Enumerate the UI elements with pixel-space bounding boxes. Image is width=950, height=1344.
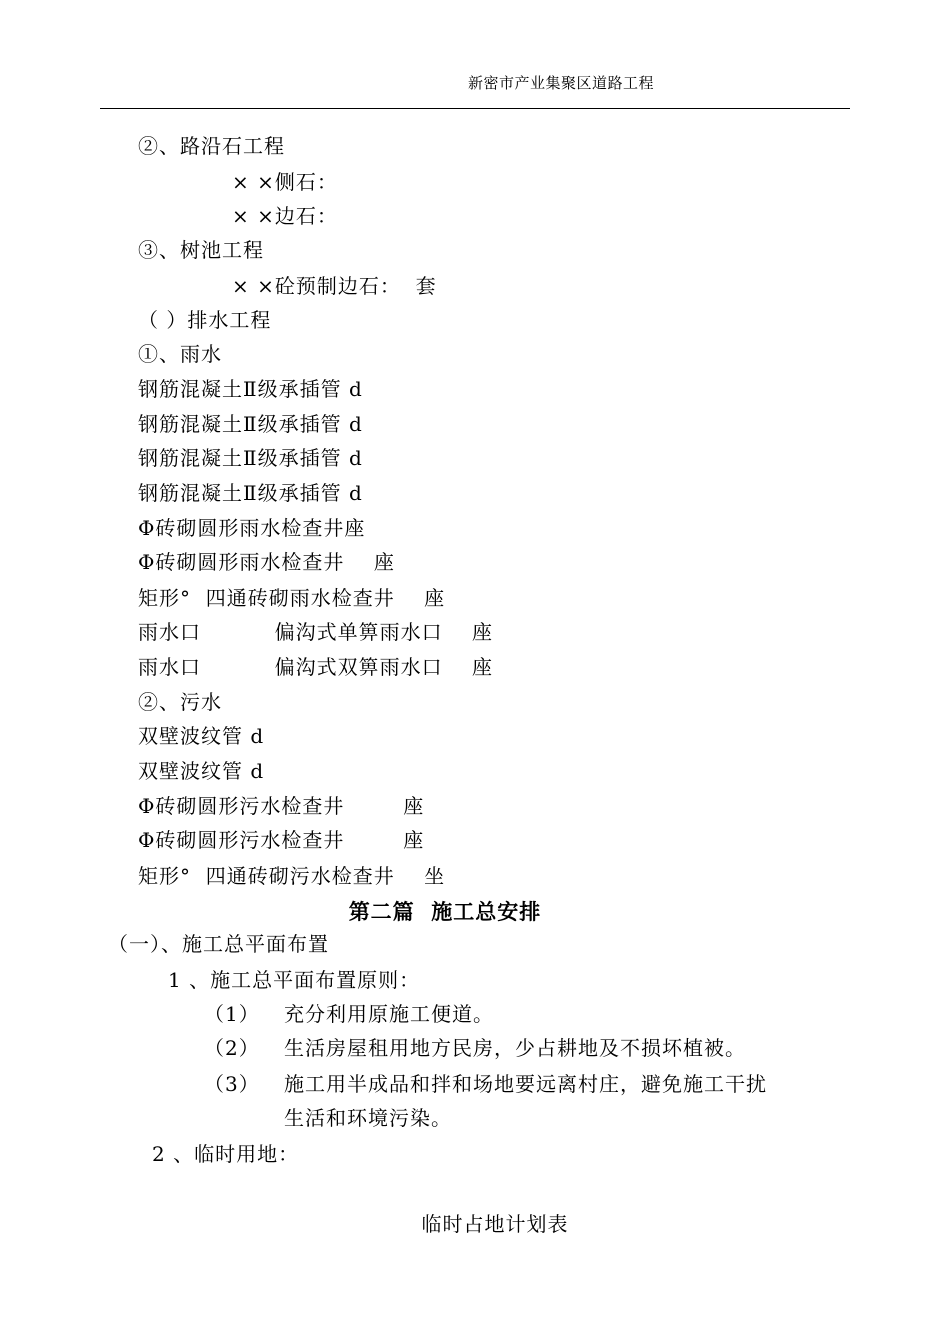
item-3-num: （3）: [204, 1072, 260, 1096]
line-rainwater: ①、雨水: [138, 342, 222, 366]
line-rain-well-2: Φ砖砌圆形雨水检查井 座: [138, 550, 395, 574]
layout-principles: 1 、施工总平面布置原则：: [168, 968, 421, 992]
temporary-land: 2 、临时用地：: [152, 1142, 300, 1166]
line-rect-rain-well: 矩形° 四通砖砌雨水检查井 座: [138, 586, 446, 610]
line-pipe-1: 钢筋混凝土Ⅱ级承插管 d: [138, 377, 363, 401]
line-rect-sewage-well: 矩形° 四通砖砌污水检查井 坐: [138, 864, 446, 888]
item-3-text: 施工用半成品和拌和场地要远离村庄，避免施工干扰: [284, 1072, 767, 1096]
item-2-num: （2）: [204, 1036, 260, 1060]
section-title: 第二篇 施工总安排: [348, 899, 542, 924]
line-pipe-2: 钢筋混凝土Ⅱ级承插管 d: [138, 412, 363, 436]
line-curb-works: ②、路沿石工程: [138, 134, 285, 158]
line-tree-pit: ③、树池工程: [138, 238, 264, 262]
line-corrugated-1: 双壁波纹管 d: [138, 724, 265, 748]
line-sewage: ②、污水: [138, 690, 222, 714]
item-1-num: （1）: [204, 1002, 260, 1026]
line-drainage: （ ）排水工程: [138, 308, 272, 332]
line-side-stone: × ×侧石：: [232, 170, 338, 194]
section-heading: （一）、施工总平面布置: [108, 932, 329, 956]
line-sewage-well-1: Φ砖砌圆形污水检查井 座: [138, 794, 425, 818]
line-sewage-well-2: Φ砖砌圆形污水检查井 座: [138, 828, 425, 852]
item-1-text: 充分利用原施工便道。: [284, 1002, 494, 1026]
page-header: 新密市产业集聚区道路工程: [468, 74, 655, 92]
line-inlet-double: 雨水口 偏沟式双箅雨水口 座: [138, 655, 494, 679]
item-3-continuation: 生活和环境污染。: [284, 1106, 452, 1130]
line-corrugated-2: 双壁波纹管 d: [138, 759, 265, 783]
line-precast-edge: × ×砼预制边石： 套: [232, 274, 437, 298]
line-pipe-3: 钢筋混凝土Ⅱ级承插管 d: [138, 446, 363, 470]
header-rule: [100, 108, 850, 109]
line-edge-stone: × ×边石：: [232, 204, 338, 228]
line-pipe-4: 钢筋混凝土Ⅱ级承插管 d: [138, 481, 363, 505]
line-rain-well-1: Φ砖砌圆形雨水检查井座: [138, 516, 366, 540]
table-caption: 临时占地计划表: [421, 1212, 569, 1236]
line-inlet-single: 雨水口 偏沟式单箅雨水口 座: [138, 620, 494, 644]
item-2-text: 生活房屋租用地方民房，少占耕地及不损坏植被。: [284, 1036, 746, 1060]
